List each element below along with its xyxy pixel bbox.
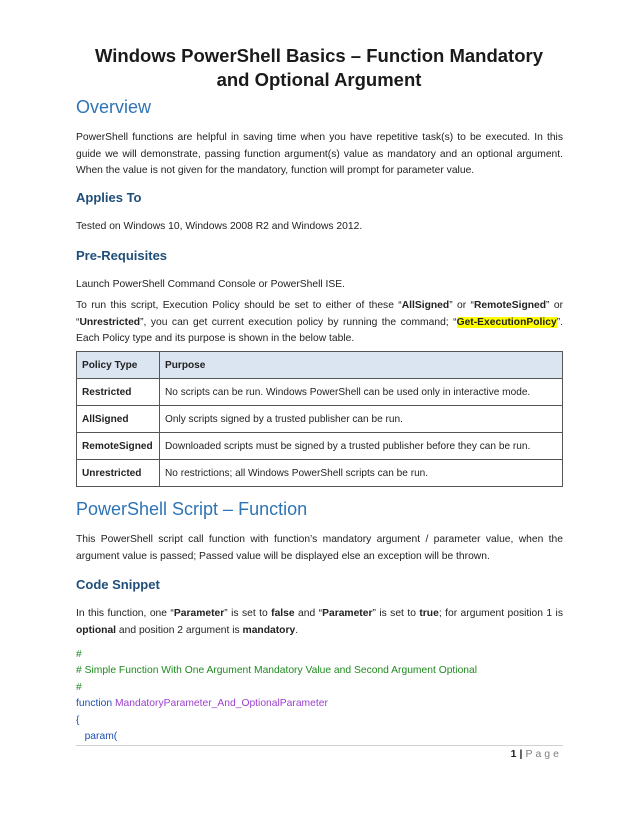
page-number: 1 [510, 748, 517, 760]
code-snippet-paragraph: In this function, one “Parameter” is set to false and “Parameter” is set to true; for argument position 1 is optional and position 2 argument is mandatory. [76, 608, 563, 636]
allsigned-text: AllSigned [401, 300, 450, 311]
footer-separator: | [519, 748, 523, 760]
code-keyword: function [76, 698, 113, 709]
table-row [77, 460, 563, 487]
page-word: Page [525, 748, 562, 760]
overview-heading: Overview [76, 97, 152, 117]
unrestricted-text: Unrestricted [79, 316, 141, 328]
code-snippet-heading: Code Snippet [76, 577, 160, 592]
document-title: Windows PowerShell Basics – Function Mandatory and Optional Argument [94, 45, 544, 90]
code-comment-line: # [76, 649, 82, 660]
prerequisites-paragraph-1: Launch PowerShell Command Console or PowerShell ISE. [76, 279, 346, 290]
table-row [77, 433, 563, 460]
remotesigned-text: RemoteSigned [473, 300, 547, 311]
table-header-row [77, 352, 563, 379]
get-executionpolicy-highlight: Get-ExecutionPolicy [456, 316, 557, 328]
policy-purpose-cell: Downloaded scripts must be signed by a trusted publisher before they can be run. [160, 433, 563, 460]
page-footer [511, 748, 562, 760]
code-param-line: param( [76, 731, 118, 742]
code-function-line [76, 696, 328, 713]
table-row [77, 379, 563, 406]
overview-paragraph: PowerShell functions are helpful in saving time when you have repetitive task(s) to be executed. In this guide we will demonstrate, passing function argument(s) value as mandatory and an optional argument. When the value is not given for the mandatory, function will prompt for parameter value. [76, 132, 563, 176]
policy-purpose-cell: Only scripts signed by a trusted publisher can be run. [160, 406, 563, 433]
policy-type-cell: AllSigned [77, 406, 160, 433]
footer-divider [76, 745, 563, 746]
prerequisites-paragraph-2: To run this script, Execution Policy should be set to either of these “AllSigned” or “RemoteSigned” or “Unrestricted”, you can get current execution policy by running the command; “Get-ExecutionPolicy”. Each Policy type and its purpose is shown in the below table. [76, 300, 563, 344]
table-header-cell: Policy Type [77, 352, 160, 379]
code-function-name: MandatoryParameter_And_OptionalParameter [114, 698, 328, 709]
policy-purpose-cell: No restrictions; all Windows PowerShell scripts can be run. [160, 460, 563, 487]
applies-to-heading: Applies To [76, 190, 142, 205]
policy-type-cell: Restricted [77, 379, 160, 406]
policy-purpose-cell: No scripts can be run. Windows PowerShell can be used only in interactive mode. [160, 379, 563, 406]
policy-type-cell: Unrestricted [77, 460, 160, 487]
applies-to-paragraph: Tested on Windows 10, Windows 2008 R2 and Windows 2012. [76, 221, 363, 232]
code-comment-line: # Simple Function With One Argument Mandatory Value and Second Argument Optional [76, 665, 478, 676]
script-section-heading: PowerShell Script – Function [76, 499, 308, 519]
code-comment-line: # [76, 682, 82, 693]
table-header-cell: Purpose [160, 352, 563, 379]
code-brace-line: { [76, 715, 80, 726]
script-section-paragraph: This PowerShell script call function with function’s mandatory argument / parameter value, when the argument value is passed; Passed value will be displayed else an exception will be thrown. [76, 534, 563, 562]
execution-policy-table [76, 351, 563, 487]
policy-type-cell: RemoteSigned [77, 433, 160, 460]
table-row [77, 406, 563, 433]
prerequisites-heading: Pre-Requisites [76, 248, 168, 263]
